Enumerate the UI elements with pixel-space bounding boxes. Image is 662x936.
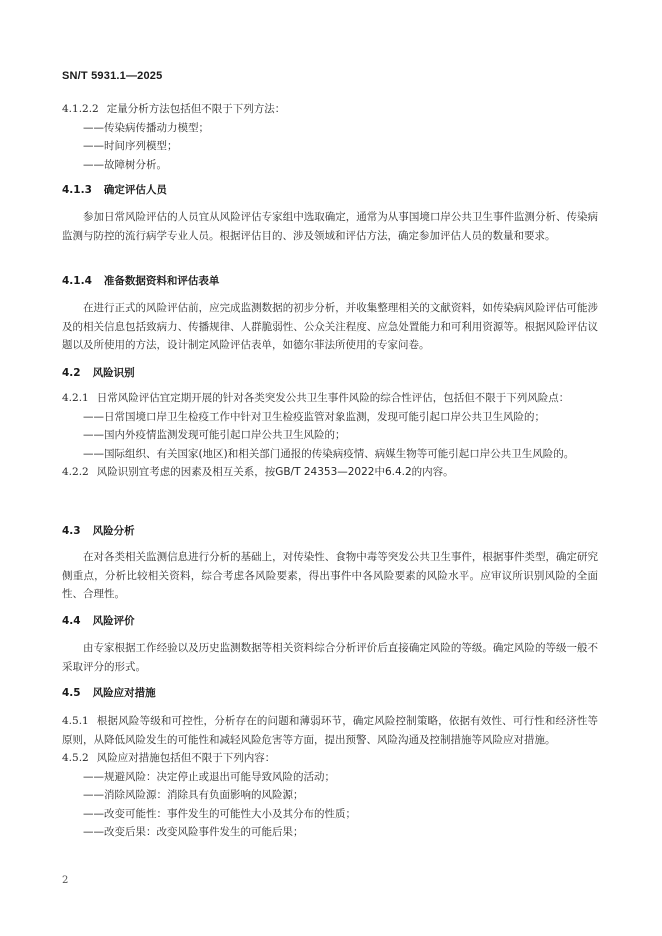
clause-number: 4.5.2 <box>62 752 89 764</box>
list-item: ——国内外疫情监测发现可能引起口岸公共卫生风险的； <box>83 429 346 441</box>
list-item: ——国际组织、有关国家(地区)和相关部门通报的传染病疫情、病媒生物等可能引起口岸公共卫生风险的。 <box>83 447 575 460</box>
list-item: ——传染病传播动力模型； <box>83 121 209 134</box>
section-number: 4.1.3 <box>62 184 92 196</box>
list-item: ——消除风险源：消除具有负面影响的风险源； <box>83 789 304 801</box>
clause-text: 定量分析方法包括但不限于下列方法： <box>106 103 286 115</box>
section-4-3 <box>62 522 598 541</box>
list-item: ——日常国境口岸卫生检疫工作中针对卫生检疫监管对象监测，发现可能引起口岸公共卫生风险的； <box>83 410 545 423</box>
clause-text: 风险识别宜考虑的因素及相互关系，按GB/T 24353—2022中6.4.2的内容。 <box>96 466 454 478</box>
clause-4-1-2-2 <box>62 100 598 174</box>
clause-4-5 <box>62 712 598 842</box>
section-number: 4.5 <box>62 687 81 699</box>
list-item: ——改变后果：改变风险事件发生的可能后果； <box>83 826 304 838</box>
clause-number: 4.2.1 <box>62 392 89 404</box>
list-item: ——改变可能性：事件发生的可能性大小及其分布的性质； <box>83 807 356 820</box>
standard-number: SN/T 5931.1—2025 <box>62 70 163 82</box>
paragraph: 在进行正式的风险评估前，应完成监测数据的初步分析，并收集整理相关的文献资料，如传染病风险评估可能涉及的相关信息包括致病力、传播规律、人群脆弱性、公众关注程度、应急处置能力和可利用资源等。根据风险评估议题以及所使用的方法，设计制定风险评估表单，如德尔菲法所使用的专家问卷。 <box>62 302 598 351</box>
section-title: 风险分析 <box>92 525 135 537</box>
section-title: 准备数据资料和评估表单 <box>103 275 220 287</box>
section-number: 4.4 <box>62 615 81 627</box>
section-number: 4.1.4 <box>62 275 92 287</box>
clause-number: 4.2.2 <box>62 466 89 478</box>
paragraph: 参加日常风险评估的人员宜从风险评估专家组中选取确定，通常为从事国境口岸公共卫生事件监测分析、传染病监测与防控的流行病学专业人员。根据评估目的、涉及领域和评估方法，确定参加评估人员的数量和要求。 <box>62 211 598 242</box>
clause-number: 4.1.2.2 <box>62 103 99 115</box>
list-item: ——故障树分析。 <box>83 158 167 171</box>
section-number: 4.3 <box>62 525 81 537</box>
section-4-4 <box>62 612 598 631</box>
list-item: ——规避风险：决定停止或退出可能导致风险的活动； <box>83 770 335 783</box>
clause-number: 4.5.1 <box>62 715 89 727</box>
clause-text: 根据风险等级和可控性，分析存在的问题和薄弱环节，确定风险控制策略，依据有效性、可行性和经济性等原则，从降低风险发生的可能性和减轻风险危害等方面，提出预警、风险沟通及控制措施等风险应对措施。 <box>62 715 598 746</box>
section-title: 风险应对措施 <box>92 687 156 699</box>
section-title: 风险评价 <box>92 615 135 627</box>
paragraph: 由专家根据工作经验以及历史监测数据等相关资料综合分析评价后直接确定风险的等级。确定风险的等级一般不采取评分的形式。 <box>62 642 598 673</box>
clause-text: 风险应对措施包括但不限于下列内容： <box>96 752 276 764</box>
clause-text: 日常风险评估宜定期开展的针对各类突发公共卫生事件风险的综合性评估，包括但不限于下列风险点： <box>96 392 570 404</box>
list-item: ——时间序列模型； <box>83 140 178 152</box>
clause-4-1-3 <box>62 181 598 200</box>
paragraph: 在对各类相关监测信息进行分析的基础上，对传染性、食物中毒等突发公共卫生事件，根据事件类型，确定研究侧重点，分析比较相关资料，综合考虑各风险要素，得出事件中各风险要素的风险水平。应审议所识别风险的全面性、合理性。 <box>62 551 598 600</box>
page-number: 2 <box>62 875 69 886</box>
section-number: 4.2 <box>62 367 81 379</box>
section-4-5 <box>62 684 598 703</box>
clause-4-2-1 <box>62 389 598 482</box>
clause-4-1-4 <box>62 272 598 291</box>
section-title: 风险识别 <box>92 367 135 379</box>
section-title: 确定评估人员 <box>103 184 167 196</box>
section-4-2 <box>62 364 598 383</box>
